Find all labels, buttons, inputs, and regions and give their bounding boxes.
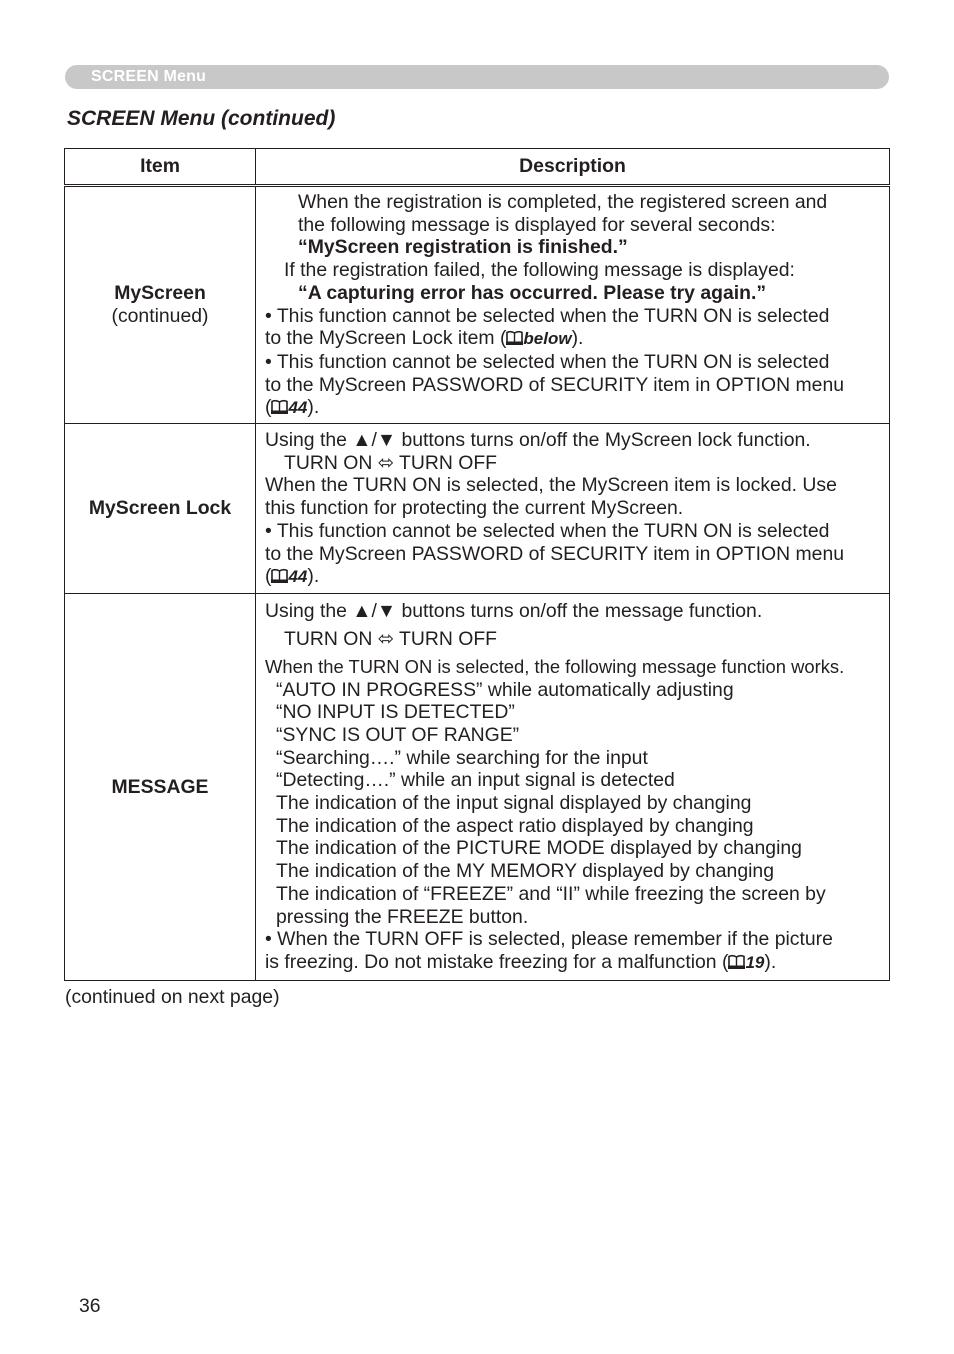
message-item: pressing the FREEZE button. [276,905,529,928]
toggle-options: TURN ON ⬄ TURN OFF [284,628,498,651]
reference-text: ( [265,396,272,419]
item-name: MyScreen Lock [88,497,232,520]
book-icon [271,397,288,412]
reference-text: ). [307,396,320,419]
table-row [65,424,890,594]
message-item: The indication of the PICTURE MODE displayed by changing [276,837,802,860]
description-line: If the registration failed, the following message is displayed: [284,259,795,282]
message-item: “NO INPUT IS DETECTED” [276,701,515,724]
description-cell [256,424,890,594]
reference-line [265,951,881,975]
reference-text: is freezing. Do not mistake freezing for a malfunction ( [265,950,729,973]
table-row [65,594,890,981]
message-text: “MyScreen registration is finished.” [298,236,628,259]
bullet-line: • When the TURN OFF is selected, please remember if the picture [265,928,833,951]
item-name: MyScreen [114,282,206,305]
message-item: The indication of the aspect ratio displayed by changing [276,814,754,837]
table-header-row [65,149,890,186]
description-line: the following message is displayed for several seconds: [298,213,776,236]
book-icon [271,566,288,581]
description-line: to the MyScreen PASSWORD of SECURITY item in OPTION menu [265,373,845,396]
continued-note: (continued on next page) [65,986,280,1008]
column-header-item: Item [65,149,256,186]
description-line: When the TURN ON is selected, the following message function works. [265,655,845,677]
message-item: The indication of “FREEZE” and “II” while freezing the screen by [276,882,826,905]
page-reference[interactable]: 19 [745,952,765,972]
reference-text: ). [571,327,584,350]
item-cell [65,186,256,424]
description-cell [256,594,890,981]
description-line: Using the ▲/▼ buttons turns on/off the message function. [265,600,763,623]
item-cell [65,594,256,981]
message-item: The indication of the MY MEMORY displayed by changing [276,860,774,883]
column-header-description: Description [256,149,890,186]
bullet-line: • This function cannot be selected when the TURN ON is selected [265,350,830,373]
reference-line [265,396,881,420]
page-reference[interactable]: 44 [288,398,308,418]
table-row [65,186,890,424]
description-line: When the registration is completed, the registered screen and [298,191,828,213]
page-number: 36 [79,1295,101,1317]
message-item: “AUTO IN PROGRESS” while automatically adjusting [276,678,734,701]
section-header-bar [65,65,889,89]
book-icon [728,952,745,967]
page-title: SCREEN Menu (continued) [67,107,336,130]
book-icon [506,328,523,343]
reference-line [265,327,881,351]
message-item: “Detecting….” while an input signal is detected [276,769,675,792]
message-item: “Searching….” while searching for the input [276,746,648,769]
message-item: “SYNC IS OUT OF RANGE” [276,723,520,746]
message-item: The indication of the input signal displayed by changing [276,792,752,815]
reference-text: ). [764,950,777,973]
menu-table [64,148,890,981]
description-line: When the TURN ON is selected, the MyScreen item is locked. Use [265,474,837,497]
description-line: Using the ▲/▼ buttons turns on/off the MyScreen lock function. [265,429,811,452]
message-text: “A capturing error has occurred. Please try again.” [298,281,767,304]
toggle-options: TURN ON ⬄ TURN OFF [284,451,498,474]
bullet-line: • This function cannot be selected when the TURN ON is selected [265,304,830,327]
reference-text: ( [265,565,272,588]
reference-line [265,565,881,589]
reference-text: ). [307,565,320,588]
section-label: SCREEN Menu [91,68,207,85]
item-subtitle: (continued) [111,305,209,328]
bullet-line: • This function cannot be selected when the TURN ON is selected [265,519,830,542]
item-cell [65,424,256,594]
reference-text: to the MyScreen Lock item ( [265,327,507,350]
description-line: to the MyScreen PASSWORD of SECURITY item in OPTION menu [265,542,845,565]
item-name: MESSAGE [111,775,209,798]
description-line: this function for protecting the current MyScreen. [265,497,684,520]
page-reference[interactable]: below [523,329,572,349]
page-reference[interactable]: 44 [288,567,308,587]
description-cell [256,186,890,424]
